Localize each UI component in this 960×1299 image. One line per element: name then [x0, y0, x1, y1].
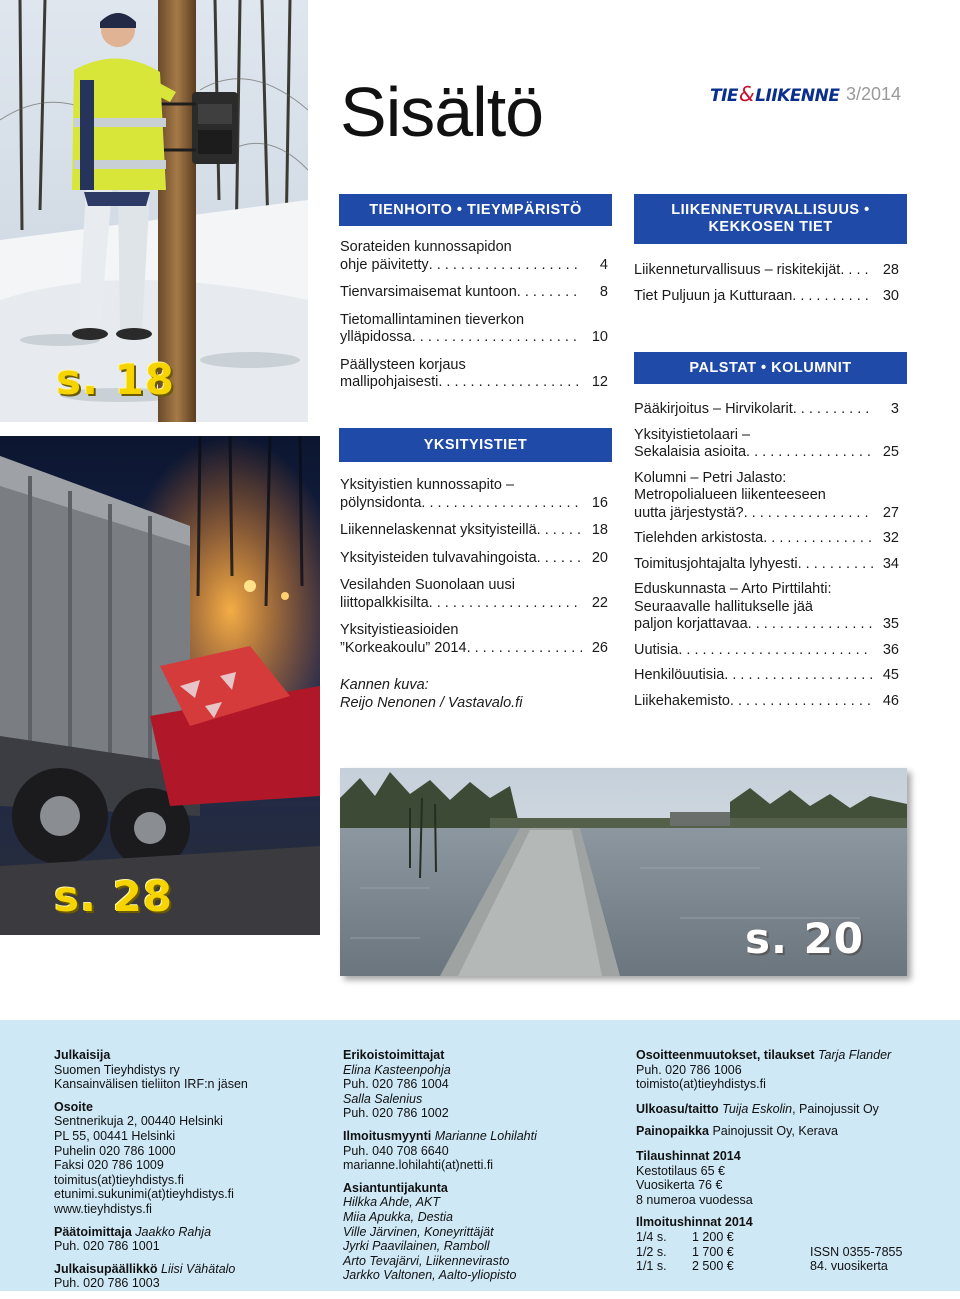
- toc-list-liikenne: [634, 262, 899, 305]
- toc-entry[interactable]: Tietomallintaminen tieverkon ylläpidossa . . . 10: [340, 312, 608, 347]
- colophon-column-editors: Erikoistoimittajat Elina Kasteenpohja Puh. 020 786 1004 Salla Salenius Puh. 020 786 1002 Ilmoitusmyynti Marianne Lohilahti Puh. 040 708 6640 marianne.lohilahti(at)netti.fi Asiantuntijakunta Hilkka Ahde, AKT Miia Apukka, Destia Ville Järvinen, Koneyrittäjät Jyrki Paavilainen, Ramboll Arto Tevajärvi, Liikennevirasto Jarkko Valtonen, Aalto-yliopisto: [343, 1048, 613, 1291]
- page-number: 8: [599, 284, 608, 300]
- toc-entry[interactable]: Henkilöuutisia . . . 45: [634, 667, 899, 685]
- page-label-28: s. 28: [54, 872, 174, 921]
- toc-entry[interactable]: Vesilahden Suonolaan uusi liittopalkkisilta . . . 22: [340, 577, 608, 612]
- toc-entry[interactable]: Liikehakemisto . . . 46: [634, 693, 899, 711]
- page-number: 18: [591, 522, 608, 538]
- colophon-column-subscriptions: Osoitteenmuutokset, tilaukset Tarja Flander Puh. 020 786 1006 toimisto(at)tieyhdistys.fi Ulkoasu/taitto Tuija Eskolin, Painojussit Oy Painopaikka Painojussit Oy, Kerava Tilaushinnat 2014 Kestotilaus 65 € Vuosikerta 76 € 8 numeroa vuodessa Ilmoitushinnat 2014 1/4 s. 1 200 € 1/2 s. 1 700 € ISSN 0355-7855 1/1 s. 2 500 € 84. vuosikerta: [636, 1048, 936, 1282]
- page-number: 27: [882, 504, 899, 521]
- toc-list-palstat: [634, 401, 899, 710]
- page-label-20: s. 20: [745, 914, 865, 963]
- issue-number: 3/2014: [846, 84, 902, 104]
- page-number: 4: [599, 256, 608, 273]
- page-label-18: s. 18: [56, 355, 176, 404]
- page-number: 16: [591, 494, 608, 511]
- page-number: 46: [882, 692, 899, 709]
- volume-number: 84. vuosikerta: [810, 1259, 888, 1274]
- toc-entry[interactable]: Kolumni – Petri Jalasto: Metropolialueen liikenteeseen uutta järjestystä? . . . 27: [634, 470, 899, 523]
- page-number: 35: [882, 616, 899, 632]
- email-link[interactable]: toimitus(at)tieyhdistys.fi: [54, 1172, 184, 1187]
- page-number: 34: [882, 555, 899, 572]
- toc-entry[interactable]: Sorateiden kunnossapidon ohje päivitetty . . . 4: [340, 239, 608, 274]
- page-number: 36: [882, 641, 899, 658]
- toc-entry[interactable]: Päällysteen korjaus mallipohjaisesti . . . 12: [340, 357, 608, 392]
- toc-entry[interactable]: Liikenneturvallisuus – riskitekijät . . . 28: [634, 262, 899, 280]
- price-row: 1/4 s. 1 200 €: [636, 1229, 734, 1244]
- toc-entry[interactable]: Tielehden arkistosta . . . 32: [634, 530, 899, 548]
- toc-entry[interactable]: Pääkirjoitus – Hirvikolarit . . . 3: [634, 401, 899, 419]
- price-row: 1/1 s. 2 500 € 84. vuosikerta: [636, 1259, 888, 1274]
- section-header-tienhoito: TIENHOITO • TIEYMPÄRISTÖ: [339, 194, 612, 226]
- magazine-logo: TIE&LIIKENNE: [710, 82, 840, 106]
- toc-list-tienhoito: [340, 239, 608, 392]
- page-number: 45: [882, 667, 899, 683]
- section-header-palstat: PALSTAT • KOLUMNIT: [634, 352, 907, 384]
- email-pattern: etunimi.sukunimi(at)tieyhdistys.fi: [54, 1187, 234, 1202]
- toc-entry[interactable]: Uutisia . . . 36: [634, 642, 899, 660]
- toc-entry[interactable]: Toimitusjohtajalta lyhyesti . . . 34: [634, 556, 899, 574]
- page-number: 12: [591, 374, 608, 390]
- email-link[interactable]: marianne.lohilahti(at)netti.fi: [343, 1158, 494, 1173]
- page-number: 28: [882, 262, 899, 278]
- toc-entry[interactable]: Tiet Puljuun ja Kutturaan . . . 30: [634, 288, 899, 306]
- page-number: 22: [591, 594, 608, 611]
- colophon-column-publisher: Julkaisija Suomen Tieyhdistys ry Kansainvälisen tieliiton IRF:n jäsen Osoite Sentnerikuja 2, 00440 Helsinki PL 55, 00441 Helsinki Puhelin 020 786 1000 Faksi 020 786 1009 toimitus(at)tieyhdistys.fi etunimi.sukunimi(at)tieyhdistys.fi www.tieyhdistys.fi Päätoimittaja Jaakko Rahja Puh. 020 786 1001 Julkaisupäällikkö Liisi Vähätalo Puh. 020 786 1003: [54, 1048, 324, 1299]
- page-number: 32: [882, 530, 899, 546]
- page-number: 25: [882, 444, 899, 460]
- price-row: 1/2 s. 1 700 € ISSN 0355-7855: [636, 1244, 903, 1259]
- toc-entry[interactable]: Yksityistieasioiden ”Korkeakoulu” 2014 . . . 26: [340, 622, 608, 657]
- toc-entry[interactable]: Tienvarsimaisemat kuntoon . . . 8: [340, 284, 608, 302]
- colophon: [0, 1020, 960, 1291]
- page-number: 10: [591, 329, 608, 345]
- cover-photo-credit: Kannen kuva: Reijo Nenonen / Vastavalo.fi: [340, 677, 523, 711]
- section-header-yksityistiet: YKSITYISTIET: [339, 428, 612, 462]
- cover-photo-truck-crash: [0, 436, 320, 935]
- email-link[interactable]: toimisto(at)tieyhdistys.fi: [636, 1077, 766, 1092]
- page-number: 3: [890, 401, 899, 417]
- toc-entry[interactable]: Yksityisteiden tulvavahingoista . . . 20: [340, 550, 608, 568]
- toc-entry[interactable]: Eduskunnasta – Arto Pirttilahti: Seuraavalle hallitukselle jää paljon korjattavaa . . . 35: [634, 581, 899, 634]
- website-link[interactable]: www.tieyhdistys.fi: [54, 1201, 152, 1216]
- toc-list-yksityistiet: [340, 477, 608, 657]
- page-title: Sisältö: [340, 73, 544, 151]
- page-number: 20: [591, 549, 608, 566]
- page-number: 30: [882, 287, 899, 304]
- section-header-liikenneturvallisuus: LIIKENNETURVALLISUUS • KEKKOSEN TIET: [634, 194, 907, 244]
- issn: ISSN 0355-7855: [810, 1244, 903, 1259]
- page-number: 26: [591, 639, 608, 656]
- toc-entry[interactable]: Yksityistien kunnossapito – pölynsidonta . . . 16: [340, 477, 608, 512]
- toc-entry[interactable]: Yksityistietolaari – Sekalaisia asioita . . . 25: [634, 427, 899, 462]
- toc-entry[interactable]: Liikennelaskennat yksityisteillä . . . 18: [340, 522, 608, 540]
